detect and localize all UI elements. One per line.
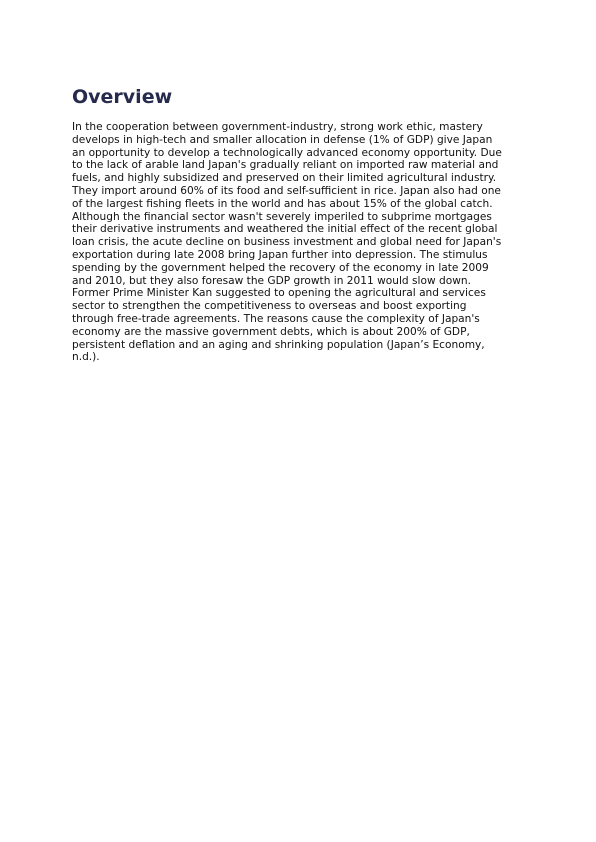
paragraph-line: Former Prime Minister Kan suggested to opening the agricultural and services [72,287,486,300]
paragraph-line: economy are the massive government debts, which is about 200% of GDP, [72,325,470,338]
paragraph-line: In the cooperation between government-industry, strong work ethic, mastery [72,121,483,133]
paragraph-line: develops in high-tech and smaller allocation in defense (1% of GDP) give Japan [72,133,493,146]
section-heading: Overview [72,86,173,108]
paragraph-line: an opportunity to develop a technologically advanced economy opportunity. Due [72,146,502,159]
paragraph-line: They import around 60% of its food and self-sufficient in rice. Japan also had one [72,184,501,197]
paragraph-line: and 2010, but they also foresaw the GDP growth in 2011 would slow down. [72,274,471,287]
paragraph-line: n.d.). [72,351,100,364]
overview-paragraph [72,121,532,364]
paragraph-line: persistent deflation and an aging and shrinking population (Japan’s Economy, [72,338,485,351]
paragraph-line: to the lack of arable land Japan's gradually reliant on imported raw material and [72,159,499,172]
paragraph-line: Although the financial sector wasn't severely imperiled to subprime mortgages [72,210,492,223]
paragraph-line: loan crisis, the acute decline on business investment and global need for Japan's [72,236,502,249]
paragraph-line: fuels, and highly subsidized and preserved on their limited agricultural industry. [72,172,497,185]
paragraph-line: spending by the government helped the recovery of the economy in late 2009 [72,261,489,274]
paragraph-line: of the largest fishing fleets in the world and has about 15% of the global catch. [72,197,493,210]
paragraph-line: exportation during late 2008 bring Japan further into depression. The stimulus [72,248,488,261]
paragraph-line: sector to strengthen the competitiveness to overseas and boost exporting [72,300,467,313]
paragraph-line: through free-trade agreements. The reasons cause the complexity of Japan's [72,312,480,325]
paragraph-line: their derivative instruments and weathered the initial effect of the recent global [72,223,498,236]
